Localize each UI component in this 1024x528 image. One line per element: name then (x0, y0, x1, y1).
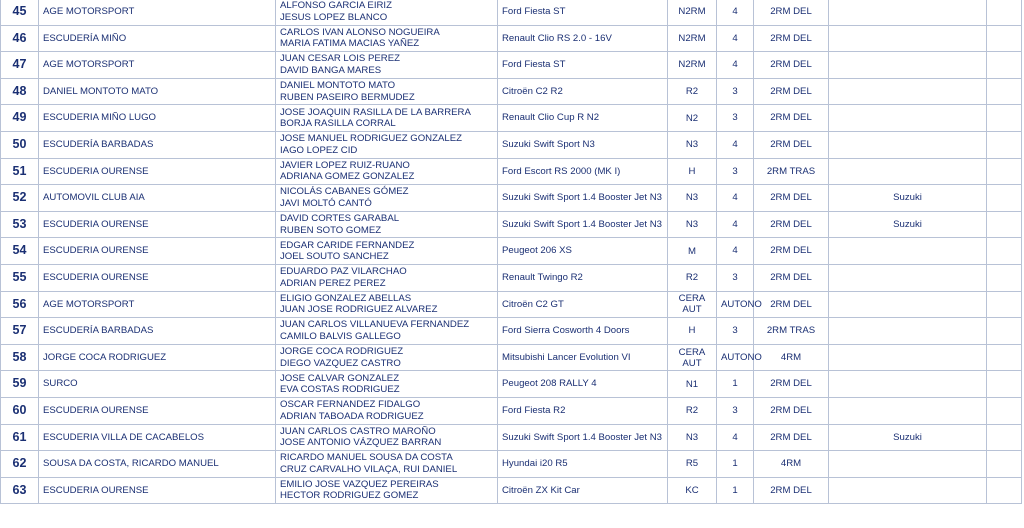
entrant-name: ESCUDERIA OURENSE (39, 238, 276, 265)
car-group: 3 (717, 78, 754, 105)
car-model: Suzuki Swift Sport 1.4 Booster Jet N3 (498, 424, 668, 451)
driver-name: ELIGIO GONZALEZ ABELLAS (280, 292, 412, 304)
trophy-cup (829, 264, 987, 291)
car-model: Renault Clio RS 2.0 - 16V (498, 25, 668, 52)
empty-cell (987, 25, 1022, 52)
driver-name: OSCAR FERNANDEZ FIDALGO (280, 399, 421, 411)
car-class-line1: R2 (685, 405, 699, 417)
entrant-name: ESCUDERIA OURENSE (39, 477, 276, 504)
empty-cell (987, 264, 1022, 291)
driver-name: JORGE COCA RODRIGUEZ (280, 346, 404, 358)
car-group: 4 (717, 52, 754, 79)
codriver-name: DAVID BANGA MARES (280, 64, 382, 76)
entrant-name: ESCUDERIA OURENSE (39, 158, 276, 185)
traction-type: 2RM TRAS (754, 158, 829, 185)
car-model: Ford Escort RS 2000 (MK I) (498, 158, 668, 185)
car-class (668, 397, 717, 424)
trophy-cup: Suzuki (829, 424, 987, 451)
trophy-cup: Suzuki (829, 185, 987, 212)
car-class-line1: N1 (685, 378, 699, 390)
codriver-name: JUAN JOSE RODRIGUEZ ALVAREZ (280, 304, 438, 316)
table-row (1, 291, 1022, 318)
codriver-name: CRUZ CARVALHO VILAÇA, RUI DANIEL (280, 463, 458, 475)
car-class-line2: AUT (682, 357, 702, 369)
car-class (668, 451, 717, 478)
car-class-line1: CERA (678, 346, 706, 358)
codriver-name: JOSE ANTONIO VÁZQUEZ BARRAN (280, 437, 442, 449)
crew-names (276, 264, 498, 291)
driver-name: EDGAR CARIDE FERNANDEZ (280, 239, 415, 251)
traction-type: 2RM DEL (754, 52, 829, 79)
crew-names (276, 52, 498, 79)
driver-name: ALFONSO GARCIA EIRIZ (280, 0, 392, 12)
car-class-line1: N2RM (678, 6, 706, 18)
car-group: 1 (717, 371, 754, 398)
entrant-name: SURCO (39, 371, 276, 398)
car-class (668, 25, 717, 52)
traction-type: 2RM DEL (754, 131, 829, 158)
car-model: Ford Sierra Cosworth 4 Doors (498, 318, 668, 345)
codriver-name: JOEL SOUTO SANCHEZ (280, 251, 389, 263)
traction-type: 2RM DEL (754, 477, 829, 504)
car-class (668, 52, 717, 79)
car-model: Ford Fiesta ST (498, 0, 668, 25)
car-class-line1: N2RM (678, 32, 706, 44)
entry-number: 46 (1, 25, 39, 52)
entrant-name: ESCUDERIA OURENSE (39, 211, 276, 238)
codriver-name: JESUS LOPEZ BLANCO (280, 11, 388, 23)
trophy-cup (829, 371, 987, 398)
crew-names (276, 451, 498, 478)
car-class (668, 0, 717, 25)
table-row (1, 451, 1022, 478)
car-class (668, 371, 717, 398)
trophy-cup (829, 52, 987, 79)
table-row (1, 185, 1022, 212)
entrant-name: AGE MOTORSPORT (39, 291, 276, 318)
table-row (1, 344, 1022, 371)
crew-names (276, 424, 498, 451)
empty-cell (987, 0, 1022, 25)
empty-cell (987, 477, 1022, 504)
car-class (668, 211, 717, 238)
car-group: AUTONO (717, 291, 754, 318)
car-class-line1: N3 (685, 192, 699, 204)
empty-cell (987, 344, 1022, 371)
entry-number: 61 (1, 424, 39, 451)
car-class (668, 185, 717, 212)
traction-type: 2RM DEL (754, 397, 829, 424)
car-model: Citroën ZX Kit Car (498, 477, 668, 504)
traction-type: 2RM DEL (754, 238, 829, 265)
trophy-cup (829, 291, 987, 318)
driver-name: EMILIO JOSE VAZQUEZ PEREIRAS (280, 478, 439, 490)
crew-names (276, 185, 498, 212)
table-row (1, 158, 1022, 185)
trophy-cup (829, 397, 987, 424)
table-row (1, 318, 1022, 345)
entrant-name: DANIEL MONTOTO MATO (39, 78, 276, 105)
car-group: 1 (717, 451, 754, 478)
car-model: Citroën C2 GT (498, 291, 668, 318)
table-row (1, 105, 1022, 132)
entrant-name: AGE MOTORSPORT (39, 0, 276, 25)
car-model: Peugeot 206 XS (498, 238, 668, 265)
driver-name: JOSE JOAQUIN RASILLA DE LA BARRERA (280, 106, 471, 118)
entry-number: 47 (1, 52, 39, 79)
traction-type: 2RM DEL (754, 25, 829, 52)
driver-name: DANIEL MONTOTO MATO (280, 80, 396, 92)
car-model: Hyundai i20 R5 (498, 451, 668, 478)
car-class-line1: KC (685, 484, 699, 496)
crew-names (276, 397, 498, 424)
trophy-cup (829, 105, 987, 132)
entrant-name: ESCUDERIA MIÑO LUGO (39, 105, 276, 132)
car-model: Mitsubishi Lancer Evolution VI (498, 344, 668, 371)
car-group: 3 (717, 318, 754, 345)
entrant-name: ESCUDERÍA MIÑO (39, 25, 276, 52)
car-class-line1: R2 (685, 86, 699, 98)
entry-number: 48 (1, 78, 39, 105)
trophy-cup (829, 158, 987, 185)
crew-names (276, 158, 498, 185)
car-class (668, 158, 717, 185)
car-class (668, 238, 717, 265)
table-row (1, 397, 1022, 424)
car-class (668, 78, 717, 105)
entry-number: 63 (1, 477, 39, 504)
driver-name: DAVID CORTES GARABAL (280, 213, 400, 225)
car-model: Suzuki Swift Sport 1.4 Booster Jet N3 (498, 211, 668, 238)
car-group: 3 (717, 264, 754, 291)
car-group: 4 (717, 185, 754, 212)
car-model: Ford Fiesta R2 (498, 397, 668, 424)
car-class-line1: N3 (685, 139, 699, 151)
traction-type: 2RM DEL (754, 211, 829, 238)
codriver-name: ADRIAN TABOADA RODRIGUEZ (280, 410, 424, 422)
crew-names (276, 344, 498, 371)
crew-names (276, 291, 498, 318)
car-class-line1: H (688, 165, 696, 177)
crew-names (276, 105, 498, 132)
car-class-line1: N2 (685, 112, 699, 124)
entrant-name: AGE MOTORSPORT (39, 52, 276, 79)
car-class (668, 105, 717, 132)
entry-number: 54 (1, 238, 39, 265)
table-row (1, 25, 1022, 52)
entry-number: 60 (1, 397, 39, 424)
driver-name: JUAN CARLOS VILLANUEVA FERNANDEZ (280, 319, 470, 331)
car-group: 4 (717, 25, 754, 52)
car-model: Peugeot 208 RALLY 4 (498, 371, 668, 398)
crew-names (276, 25, 498, 52)
trophy-cup (829, 0, 987, 25)
empty-cell (987, 52, 1022, 79)
traction-type: 4RM (754, 344, 829, 371)
empty-cell (987, 238, 1022, 265)
driver-name: JAVIER LOPEZ RUIZ-RUANO (280, 159, 410, 171)
car-group: 4 (717, 424, 754, 451)
car-group: 3 (717, 397, 754, 424)
car-group: 1 (717, 477, 754, 504)
crew-names (276, 78, 498, 105)
codriver-name: ADRIANA GOMEZ GONZALEZ (280, 171, 415, 183)
traction-type: 2RM DEL (754, 78, 829, 105)
traction-type: 2RM TRAS (754, 318, 829, 345)
entry-number: 51 (1, 158, 39, 185)
entrant-name: ESCUDERIA VILLA DE CACABELOS (39, 424, 276, 451)
empty-cell (987, 158, 1022, 185)
table-row (1, 211, 1022, 238)
entry-number: 57 (1, 318, 39, 345)
crew-names (276, 131, 498, 158)
entrant-name: ESCUDERIA OURENSE (39, 264, 276, 291)
trophy-cup (829, 238, 987, 265)
crew-names (276, 318, 498, 345)
empty-cell (987, 185, 1022, 212)
car-group: 3 (717, 158, 754, 185)
trophy-cup (829, 451, 987, 478)
car-class-line1: R2 (685, 272, 699, 284)
codriver-name: MARIA FATIMA MACIAS YAÑEZ (280, 38, 420, 50)
traction-type: 2RM DEL (754, 264, 829, 291)
empty-cell (987, 371, 1022, 398)
driver-name: JUAN CESAR LOIS PEREZ (280, 53, 400, 65)
car-class-line2: AUT (682, 304, 702, 316)
codriver-name: JAVI MOLTÓ CANTÓ (280, 197, 372, 209)
car-class-line1: M (688, 245, 696, 257)
car-class-line1: CERA (678, 293, 706, 305)
codriver-name: RUBEN PASEIRO BERMUDEZ (280, 91, 415, 103)
crew-names (276, 238, 498, 265)
trophy-cup (829, 25, 987, 52)
crew-names (276, 211, 498, 238)
car-model: Citroën C2 R2 (498, 78, 668, 105)
car-group: 4 (717, 211, 754, 238)
trophy-cup (829, 344, 987, 371)
empty-cell (987, 211, 1022, 238)
table-row (1, 264, 1022, 291)
driver-name: JOSE MANUEL RODRIGUEZ GONZALEZ (280, 133, 462, 145)
table-row (1, 371, 1022, 398)
car-class-line1: R5 (685, 458, 699, 470)
codriver-name: IAGO LOPEZ CID (280, 144, 358, 156)
traction-type: 2RM DEL (754, 105, 829, 132)
car-class (668, 477, 717, 504)
trophy-cup: Suzuki (829, 211, 987, 238)
empty-cell (987, 397, 1022, 424)
traction-type: 2RM DEL (754, 0, 829, 25)
codriver-name: BORJA RASILLA CORRAL (280, 118, 396, 130)
traction-type: 2RM DEL (754, 185, 829, 212)
entry-number: 59 (1, 371, 39, 398)
car-model: Renault Twingo R2 (498, 264, 668, 291)
codriver-name: CAMILO BALVIS GALLEGO (280, 330, 401, 342)
table-row (1, 52, 1022, 79)
car-model: Renault Clio Cup R N2 (498, 105, 668, 132)
car-class-line1: H (688, 325, 696, 337)
entry-number: 52 (1, 185, 39, 212)
entrant-name: AUTOMOVIL CLUB AIA (39, 185, 276, 212)
trophy-cup (829, 131, 987, 158)
table-row (1, 0, 1022, 25)
crew-names (276, 477, 498, 504)
driver-name: EDUARDO PAZ VILARCHAO (280, 266, 407, 278)
driver-name: CARLOS IVAN ALONSO NOGUEIRA (280, 26, 440, 38)
table-row (1, 477, 1022, 504)
table-row (1, 78, 1022, 105)
trophy-cup (829, 477, 987, 504)
traction-type: 2RM DEL (754, 371, 829, 398)
entry-number: 45 (1, 0, 39, 25)
car-class (668, 424, 717, 451)
car-model: Suzuki Swift Sport 1.4 Booster Jet N3 (498, 185, 668, 212)
table-row (1, 238, 1022, 265)
car-class (668, 318, 717, 345)
empty-cell (987, 424, 1022, 451)
traction-type: 2RM DEL (754, 424, 829, 451)
empty-cell (987, 131, 1022, 158)
entry-list-body (1, 0, 1022, 504)
codriver-name: HECTOR RODRIGUEZ GOMEZ (280, 490, 419, 502)
trophy-cup (829, 78, 987, 105)
empty-cell (987, 78, 1022, 105)
entry-number: 49 (1, 105, 39, 132)
car-model: Suzuki Swift Sport N3 (498, 131, 668, 158)
car-class (668, 264, 717, 291)
entrant-name: ESCUDERÍA BARBADAS (39, 318, 276, 345)
table-row (1, 131, 1022, 158)
entry-number: 56 (1, 291, 39, 318)
codriver-name: EVA COSTAS RODRIGUEZ (280, 384, 400, 396)
entrant-name: SOUSA DA COSTA, RICARDO MANUEL (39, 451, 276, 478)
entry-number: 53 (1, 211, 39, 238)
car-group: 4 (717, 0, 754, 25)
codriver-name: RUBEN SOTO GOMEZ (280, 224, 382, 236)
entrant-name: ESCUDERIA OURENSE (39, 397, 276, 424)
trophy-cup (829, 318, 987, 345)
entry-number: 55 (1, 264, 39, 291)
entry-number: 62 (1, 451, 39, 478)
driver-name: JUAN CARLOS CASTRO MAROÑO (280, 425, 436, 437)
car-class-line1: N3 (685, 431, 699, 443)
table-row (1, 424, 1022, 451)
traction-type: 2RM DEL (754, 291, 829, 318)
car-model: Ford Fiesta ST (498, 52, 668, 79)
driver-name: RICARDO MANUEL SOUSA DA COSTA (280, 452, 453, 464)
driver-name: JOSE CALVAR GONZALEZ (280, 372, 400, 384)
car-class (668, 291, 717, 318)
car-class-line1: N2RM (678, 59, 706, 71)
empty-cell (987, 105, 1022, 132)
car-group: 4 (717, 238, 754, 265)
entrant-name: JORGE COCA RODRIGUEZ (39, 344, 276, 371)
crew-names (276, 371, 498, 398)
entry-number: 58 (1, 344, 39, 371)
car-group: 3 (717, 105, 754, 132)
entry-number: 50 (1, 131, 39, 158)
car-group: 4 (717, 131, 754, 158)
driver-name: NICOLÁS CABANES GÓMEZ (280, 186, 409, 198)
codriver-name: DIEGO VAZQUEZ CASTRO (280, 357, 401, 369)
car-class (668, 344, 717, 371)
entrant-name: ESCUDERÍA BARBADAS (39, 131, 276, 158)
empty-cell (987, 318, 1022, 345)
car-group: AUTONO (717, 344, 754, 371)
traction-type: 4RM (754, 451, 829, 478)
crew-names (276, 0, 498, 25)
car-class (668, 131, 717, 158)
empty-cell (987, 291, 1022, 318)
codriver-name: ADRIAN PEREZ PEREZ (280, 277, 386, 289)
car-class-line1: N3 (685, 219, 699, 231)
empty-cell (987, 451, 1022, 478)
